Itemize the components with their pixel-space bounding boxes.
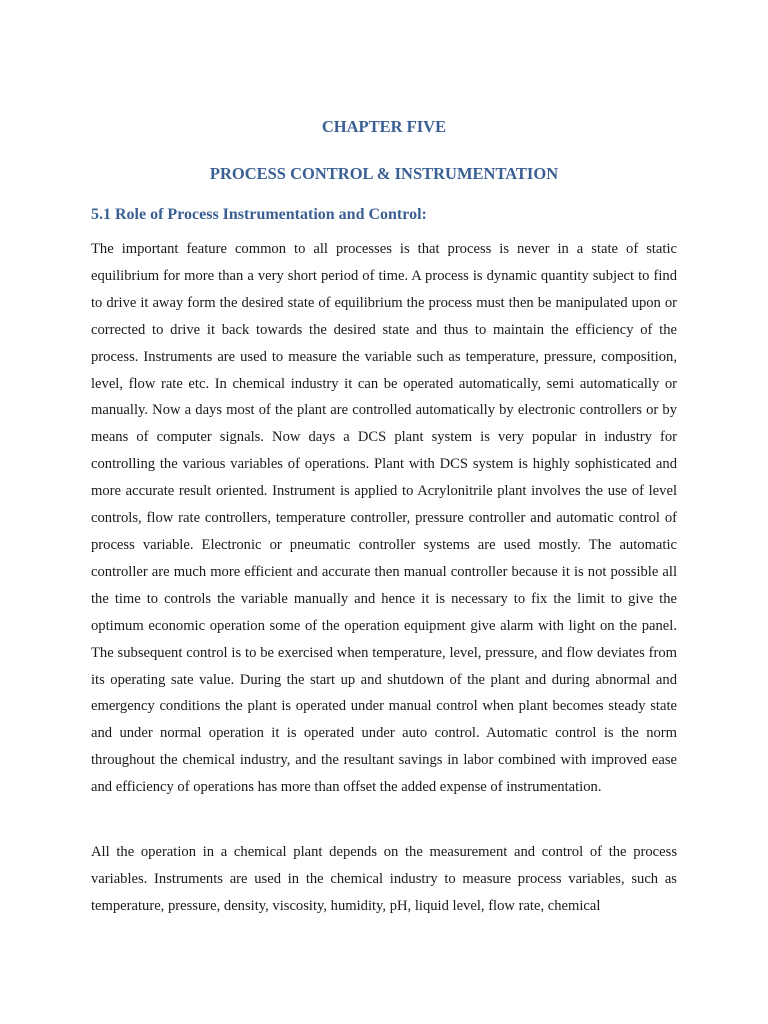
chapter-title: CHAPTER FIVE — [321, 117, 447, 136]
section-heading: 5.1 Role of Process Instrumentation and Control: — [91, 206, 427, 223]
body-paragraph-1: The important feature common to all processes is that process is never in a state of static equilibrium for more than a very short period of time. A process is dynamic quantity subject to find to drive it away form the desired state of equilibrium the process must then be manipulated upon or corrected to drive it back towards the desired state and thus to maintain the efficiency of the process. Instruments are used to measure the variable such as temperature, pressure, composition, level, flow rate etc. In chemical industry it can be operated automatically, semi automatically or manually. Now a days most of the plant are controlled automatically by electronic controllers or by means of computer signals. Now days a DCS plant system is very popular in industry for controlling the various variables of operations. Plant with DCS system is highly sophisticated and more accurate result oriented. Instrument is applied to Acrylonitrile plant involves the use of level controls, flow rate controllers, temperature controller, pressure controller and automatic control of process variable. Electronic or pneumatic controller systems are used mostly. The automatic controller are much more efficient and accurate then manual controller because it is not possible all the time to controls the variable manually and hence it is necessary to fix the limit to give the optimum economic operation some of the operation equipment give alarm with light on the panel. The subsequent control is to be exercised when temperature, level, pressure, and flow deviates from its operating sate value. During the start up and shutdown of the plant and during abnormal and emergency conditions the plant is operated under manual control when plant becomes steady state and under normal operation it is operated under auto control. Automatic control is the norm throughout the chemical industry, and the resultant savings in labor combined with improved ease and efficiency of operations has more than offset the added expense of instrumentation. — [91, 241, 677, 796]
chapter-subtitle: PROCESS CONTROL & INSTRUMENTATION — [209, 164, 559, 183]
body-paragraph-2: All the operation in a chemical plant depends on the measurement and control of the process variables. Instruments are used in the chemical industry to measure process variables, such as temperature, pressure, density, viscosity, humidity, pH, liquid level, flow rate, chemical — [91, 844, 677, 914]
